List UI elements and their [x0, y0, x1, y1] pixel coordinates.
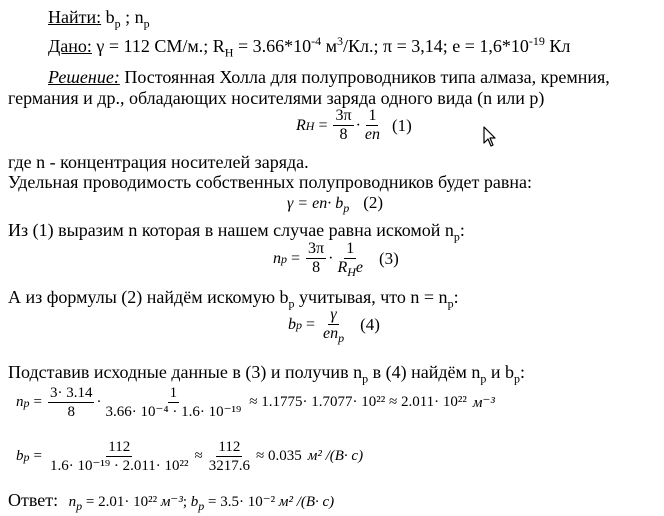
eq4-num: γ: [330, 306, 337, 323]
given-label: Дано:: [48, 36, 92, 56]
given-text-3: м: [321, 36, 337, 56]
calc2-frac1: [48, 438, 191, 475]
eq1-eq: =: [318, 116, 328, 134]
conductivity-line: [8, 172, 532, 192]
calc1-lhs: n: [16, 394, 24, 410]
eq1-num1: 3π: [335, 107, 352, 124]
eq4-den-en: en: [323, 325, 339, 342]
eq4-tag: (4): [360, 314, 380, 334]
eq4-den-sub: p: [338, 331, 345, 346]
eq2-sub: p: [343, 201, 350, 216]
calc2-num2: 112: [218, 439, 241, 455]
eq1-dot: ·: [355, 116, 361, 134]
calc1-eq: =: [33, 394, 42, 410]
calc1-frac1: [48, 384, 95, 421]
eq1-frac2: [363, 107, 382, 144]
calc1-frac2: [103, 384, 243, 421]
eq4-eq: =: [306, 315, 316, 333]
calculation-1: n p = $\frac{3\cdot 3.14}{8}$ · $\frac{1}{\text{3.66· 10⁻⁴ · 1.6· 10⁻¹⁹}}$ ≈ 1.1775· 1.7077· 10²² ≈ 2.011· 10²² м⁻³: [16, 385, 495, 420]
equation-4: b p = $\frac{\gamma}{en_p}$ (4): [288, 306, 380, 346]
given-text-1: γ = 112 СМ/м.; R: [91, 36, 225, 56]
subst-sub1: p: [362, 371, 369, 386]
calc1-den2: 3.66· 10⁻⁴ · 1.6· 10⁻¹⁹: [105, 404, 242, 420]
equation-1: R H = $\frac{3\pi}{8}$ · $\frac{1}{en}$ (1): [296, 107, 412, 143]
eq3-eq: =: [291, 249, 301, 267]
solution-line-1: [48, 67, 610, 87]
answer-values: [68, 494, 335, 513]
calc2-rest: ≈ 0.035: [256, 448, 302, 464]
answer-label: Ответ:: [8, 490, 59, 510]
subst-b: в (4) найдём n: [368, 362, 481, 382]
answer-n: n: [68, 494, 77, 510]
from2-b: учитывая, что n = n: [294, 287, 448, 307]
calc2-approx: ≈: [194, 448, 203, 464]
calc1-rest: ≈ 1.1775· 1.7077· 10²² ≈ 2.011· 10²²: [249, 394, 467, 410]
eq2-text: γ = en· b: [287, 195, 344, 212]
from1-a: Из (1) выразим n которая в нашем случае равна искомой n: [8, 220, 454, 240]
calc2-num1: 112: [108, 439, 131, 455]
equation-3: n p = $\frac{3\pi}{8}$ · $\frac{1}{R_He}$ (3): [273, 240, 399, 280]
calc1-num2: 1: [169, 385, 178, 401]
from1-sub: p: [453, 229, 460, 244]
solution-para1-a: Постоянная Холла для полупроводников типа алмаза, кремния,: [119, 67, 610, 87]
given-rh-sub: H: [224, 45, 234, 60]
answer-b: b: [190, 494, 199, 510]
from1-b: :: [459, 220, 465, 240]
eq3-den2-r: R: [337, 259, 348, 276]
eq3-lhs: n: [273, 249, 281, 267]
eq3-dot: ·: [328, 249, 334, 267]
answer-line: [8, 490, 334, 512]
calc2-frac2: [207, 438, 252, 475]
find-line: [48, 7, 150, 31]
eq3-den1: 8: [312, 259, 321, 276]
answer-n-sub: p: [76, 499, 83, 513]
eq1-num2: 1: [368, 107, 377, 124]
equation-2: [287, 193, 384, 216]
subst-sub2: p: [480, 371, 487, 386]
answer-n-unit: м⁻³: [160, 494, 183, 510]
given-line: [48, 34, 571, 60]
given-exp2: 3: [336, 34, 343, 48]
eq1-den1: 8: [339, 126, 348, 143]
from2-line: [8, 287, 459, 311]
eq3-den2: [335, 259, 365, 280]
calc2-lhs: b: [16, 448, 24, 464]
eq1-den2: en: [364, 126, 380, 143]
calc2-den2: 3217.6: [208, 458, 251, 474]
eq3-num2: 1: [346, 240, 355, 257]
eq4-lhs: b: [288, 315, 296, 333]
subst-line: [8, 362, 526, 386]
from2-sub1: p: [288, 296, 295, 311]
solution-line-2: [8, 88, 544, 108]
calc1-den1: 8: [67, 404, 75, 420]
calc2-unit: м² /(В· с): [307, 448, 364, 464]
eq2-tag: (2): [363, 193, 384, 212]
calc1-num1: 3· 3.14: [49, 385, 93, 401]
from1-line: [8, 220, 465, 244]
eq3-frac2: [335, 240, 365, 280]
from2-sub2: p: [447, 296, 454, 311]
eq1-tag: (1): [392, 115, 412, 135]
where-n-line: [8, 152, 309, 172]
eq1-frac1: [333, 107, 353, 144]
eq1-lhs: R: [296, 116, 306, 134]
conductivity: Удельная проводимость собственных полупроводников будет равна:: [8, 172, 532, 192]
eq3-den2-e: e: [355, 259, 363, 276]
find-b: b: [101, 7, 115, 27]
given-text-2: = 3.66*10: [233, 36, 312, 56]
find-sep: ; n: [120, 7, 144, 27]
eq3-tag: (3): [379, 248, 399, 268]
given-exp3: -19: [528, 34, 545, 48]
given-exp1: -4: [311, 34, 322, 48]
find-label: Найти:: [48, 7, 102, 27]
given-text-5: Кл: [544, 36, 571, 56]
answer-sep: ;: [182, 494, 191, 510]
calc1-unit: м⁻³: [472, 395, 495, 411]
eq3-num1: 3π: [308, 240, 325, 257]
solution-para1-b: германия и др., обладающих носителями заряда одного вида (n или p): [8, 88, 545, 108]
find-n-sub: p: [143, 16, 150, 31]
calculation-2: b p = $\frac{112}{\text{1.6· 10⁻¹⁹ · 2.011· 10²²}}$ ≈ $\frac{112}{3217.6}$ ≈ 0.035 м² /(В· с): [16, 439, 364, 474]
eq3-den2-sub: H: [347, 265, 356, 280]
answer-b-sub: p: [198, 499, 205, 513]
solution-label: Решение:: [48, 67, 120, 87]
answer-n-val: = 2.01· 10²²: [82, 494, 158, 510]
from2-a: А из формулы (2) найдём искомую b: [8, 287, 289, 307]
answer-b-val: = 3.5· 10⁻²: [204, 494, 276, 510]
subst-d: :: [520, 362, 526, 382]
where-n: где n - концентрация носителей заряда.: [8, 152, 309, 172]
eq3-frac1: [306, 240, 326, 277]
mouse-cursor-icon: [483, 126, 497, 148]
subst-a: Подставив исходные данные в (3) и получив n: [8, 362, 363, 382]
calc1-dot: ·: [96, 394, 102, 410]
subst-sub3: p: [514, 371, 520, 386]
given-text-4: /Кл.; π = 3,14; e = 1,6*10: [342, 36, 529, 56]
find-b-sub: p: [114, 16, 121, 31]
subst-c: и b: [486, 362, 514, 382]
calc2-den1: 1.6· 10⁻¹⁹ · 2.011· 10²²: [49, 458, 189, 474]
calc2-eq: =: [33, 448, 42, 464]
from2-c: :: [453, 287, 459, 307]
eq4-frac: [321, 306, 346, 346]
answer-b-unit: м² /(В· с): [278, 494, 335, 510]
eq4-den: [321, 325, 346, 346]
